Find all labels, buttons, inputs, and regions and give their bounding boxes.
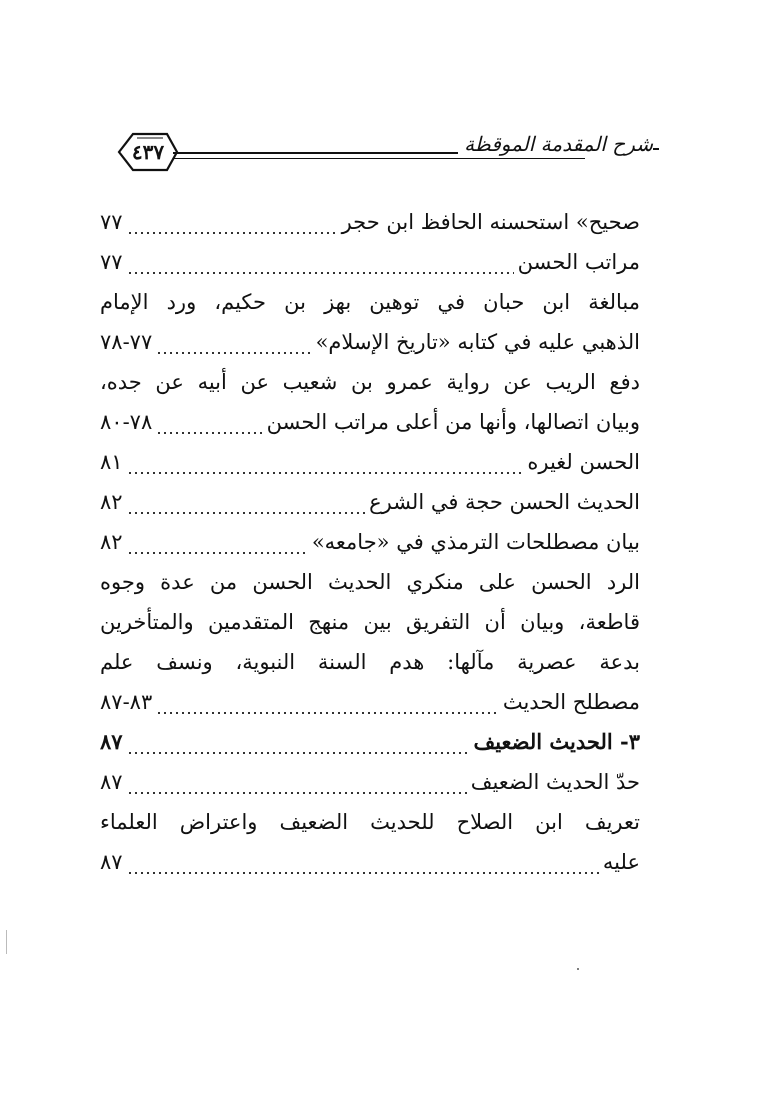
dot-leader	[156, 682, 499, 722]
entry-page: ٨٧	[100, 770, 123, 794]
entry-page: ٨٢	[100, 490, 123, 514]
index-entry	[100, 362, 640, 402]
dot-leader	[127, 842, 599, 882]
index-entry	[100, 562, 640, 602]
running-header	[105, 118, 653, 178]
scan-speck	[577, 968, 579, 970]
index-entry	[100, 402, 640, 442]
index-entry	[100, 322, 640, 362]
entry-text: حدّ الحديث الضعيف	[470, 770, 640, 794]
entry-text: الحسن لغيره	[527, 450, 640, 474]
dot-leader	[127, 242, 514, 282]
entry-text: الحديث الحسن حجة في الشرع	[369, 490, 640, 514]
entry-text: بدعة عصرية مآلها: هدم السنة النبوية، ونسف علم	[100, 650, 640, 674]
dot-leader	[127, 722, 470, 762]
entry-page: ٧٧	[100, 250, 123, 274]
entry-text: عليه	[602, 850, 640, 874]
dot-leader	[127, 522, 308, 562]
dot-leader	[156, 322, 311, 362]
index-entries	[100, 202, 640, 882]
index-entry	[100, 722, 640, 762]
index-entry	[100, 682, 640, 722]
dot-leader	[127, 442, 524, 482]
scan-edge-mark	[6, 930, 7, 954]
entry-page: ٨٧	[100, 850, 123, 874]
entry-text: صحيح» استحسنه الحافظ ابن حجر	[341, 210, 640, 234]
dot-leader	[127, 482, 366, 522]
entry-page: ٨٣-٨٧	[100, 690, 153, 714]
index-entry	[100, 802, 640, 842]
entry-text: وبيان اتصالها، وأنها من أعلى مراتب الحسن	[266, 410, 640, 434]
entry-page: ٧٧-٧٨	[100, 330, 153, 354]
header-rule-secondary	[173, 158, 585, 159]
entry-text: الرد الحسن على منكري الحديث الحسن من عدة وجوه	[100, 570, 640, 594]
entry-text: الذهبي عليه في كتابه «تاريخ الإسلام»	[315, 330, 640, 354]
index-entry	[100, 202, 640, 242]
entry-page: ٧٧	[100, 210, 123, 234]
entry-page: ٨٢	[100, 530, 123, 554]
index-entry	[100, 482, 640, 522]
index-entry	[100, 242, 640, 282]
page-number: ٤٣٧	[131, 140, 165, 164]
entry-text: قاطعة، وبيان أن التفريق بين منهج المتقدمين والمتأخرين	[100, 610, 640, 634]
entry-text: بيان مصطلحات الترمذي في «جامعه»	[311, 530, 640, 554]
index-entry	[100, 282, 640, 322]
entry-page: ٧٨-٨٠	[100, 410, 153, 434]
page-number-badge	[117, 130, 177, 174]
book-title: شرح المقدمة الموقظة	[458, 132, 653, 156]
index-entry	[100, 842, 640, 882]
dot-leader	[127, 762, 467, 802]
entry-text: مبالغة ابن حبان في توهين بهز بن حكيم، ورد الإمام	[100, 290, 640, 314]
entry-page: ٨١	[100, 450, 123, 474]
entry-text: مراتب الحسن	[517, 250, 640, 274]
dot-leader	[156, 402, 262, 442]
index-entry	[100, 522, 640, 562]
entry-text: مصطلح الحديث	[502, 690, 640, 714]
entry-page: ٨٧	[100, 729, 123, 754]
index-entry	[100, 642, 640, 682]
dot-leader	[127, 202, 338, 242]
index-entry	[100, 602, 640, 642]
index-entry	[100, 442, 640, 482]
entry-text: دفع الريب عن رواية عمرو بن شعيب عن أبيه عن جده،	[100, 370, 640, 394]
entry-text: تعريف ابن الصلاح للحديث الضعيف واعتراض العلماء	[100, 810, 640, 834]
entry-text: ٣- الحديث الضعيف	[473, 729, 640, 754]
index-entry	[100, 762, 640, 802]
